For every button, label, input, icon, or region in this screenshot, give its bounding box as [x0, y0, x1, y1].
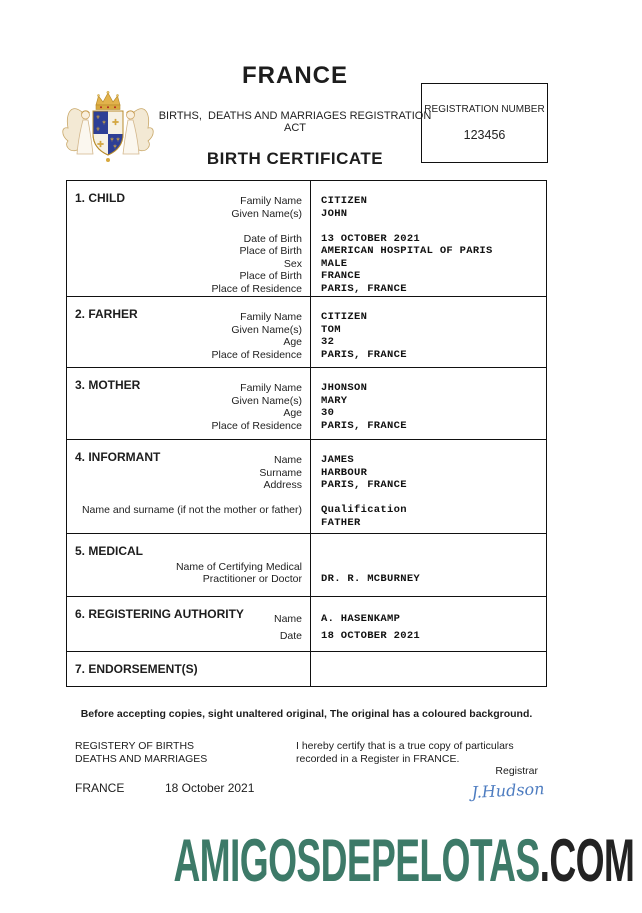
section-value-cell [311, 297, 546, 367]
registration-number-box [421, 83, 548, 163]
section-value-cell [311, 597, 546, 651]
field-label [75, 220, 302, 233]
section-title: 2. FARHER [75, 307, 138, 321]
country-title: FRANCE [242, 62, 348, 89]
angel-left [63, 109, 93, 154]
field-label: Given Name(s) [231, 207, 302, 220]
field-value: MALE [321, 257, 348, 270]
field-label: Sex [283, 257, 302, 270]
field-label: Date [279, 630, 302, 642]
footer-country: FRANCE [75, 781, 125, 795]
certificate-section [67, 296, 546, 367]
registration-number-label: REGISTRATION NUMBER [424, 104, 545, 115]
field-label: Given Name(s) [231, 323, 302, 336]
section-label-cell [67, 368, 311, 439]
section-label-cell [67, 534, 311, 596]
field-value: FRANCE [321, 270, 361, 282]
section-value-cell [311, 181, 546, 296]
field-value: 13 OCTOBER 2021 [321, 232, 421, 245]
certify-statement: I hereby certify that is a true copy of particulars recorded in a Register in FRANCE. [296, 740, 514, 765]
field-label: Place of Residence [211, 282, 302, 295]
field-value: CITIZEN [321, 311, 368, 323]
field-value: PARIS, FRANCE [321, 348, 407, 361]
registration-number-value: 123456 [463, 128, 506, 142]
field-value: PARIS, FRANCE [321, 479, 407, 491]
field-value: A. HASENKAMP [321, 613, 401, 625]
section-label-cell [67, 652, 311, 686]
field-label: Practitioner or Doctor [202, 573, 302, 585]
registrar-label: Registrar [495, 765, 538, 777]
footer-date: 18 October 2021 [165, 781, 255, 795]
registry-line-1: REGISTERY OF BIRTHS [75, 740, 195, 752]
field-value: MARY [321, 394, 348, 407]
field-label: Name [273, 613, 302, 625]
field-value: PARIS, FRANCE [321, 282, 407, 295]
certificate-table [66, 180, 547, 687]
field-label: Place of Birth [239, 245, 302, 257]
field-label: Place of Residence [211, 419, 302, 432]
header [150, 62, 440, 169]
field-value: JAMES [321, 454, 355, 466]
document-title: BIRTH CERTIFICATE [206, 149, 384, 168]
field-value [321, 492, 540, 505]
field-value [321, 561, 540, 574]
field-value: Qualification [321, 504, 407, 516]
certificate-section [67, 651, 546, 686]
section-value-cell [311, 368, 546, 439]
field-label: Place of Birth [239, 270, 302, 282]
field-label: Age [283, 336, 302, 348]
france-coat-of-arms-icon [58, 84, 158, 176]
registry-block [75, 740, 207, 765]
watermark [173, 827, 634, 894]
section-title: 7. ENDORSEMENT(S) [75, 662, 198, 676]
certificate-section [67, 533, 546, 596]
field-value [321, 220, 540, 233]
field-value: 32 [321, 336, 335, 348]
registry-line-2: DEATHS AND MARRIAGES [75, 752, 208, 765]
copy-notice: Before accepting copies, sight unaltered original, The original has a coloured background. [80, 708, 533, 720]
field-label: Address [263, 479, 302, 491]
field-value: JOHN [321, 207, 348, 220]
certificate-section [67, 181, 546, 296]
section-title: 4. INFORMANT [75, 450, 161, 464]
section-label-cell [67, 181, 311, 296]
field-label: Surname [259, 466, 302, 479]
field-value [321, 548, 540, 561]
section-value-cell [311, 652, 546, 686]
field-value: 30 [321, 407, 335, 419]
registrar-signature: J.Hudson [471, 779, 545, 802]
field-label [75, 492, 302, 505]
field-value: JHONSON [321, 382, 368, 394]
field-value: HARBOUR [321, 466, 368, 479]
shield [93, 111, 123, 157]
field-value: 18 OCTOBER 2021 [321, 630, 421, 642]
field-label: Place of Residence [211, 348, 302, 361]
field-label: Given Name(s) [231, 394, 302, 407]
field-value: AMERICAN HOSPITAL OF PARIS [321, 245, 493, 257]
field-value: DR. R. MCBURNEY [321, 573, 421, 585]
field-label: Family Name [240, 195, 302, 207]
section-label-cell [67, 440, 311, 533]
field-value: CITIZEN [321, 195, 368, 207]
watermark-tld: .COM [539, 827, 634, 894]
field-label [75, 517, 302, 530]
act-title: BIRTHS, DEATHS AND MARRIAGES REGISTRATION ACT [158, 110, 432, 134]
section-value-cell [311, 440, 546, 533]
watermark-name: AMIGOSDEPELOTAS [173, 827, 540, 894]
field-label: Name and surname (if not the mother or father) [81, 504, 302, 516]
certificate-section [67, 439, 546, 533]
section-label-cell [67, 597, 311, 651]
angel-right [123, 109, 153, 154]
crown [96, 91, 120, 109]
field-value: FATHER [321, 516, 361, 529]
section-label-cell [67, 297, 311, 367]
field-label: Age [283, 407, 302, 419]
section-title: 6. REGISTERING AUTHORITY [75, 607, 244, 621]
certificate-section [67, 367, 546, 439]
section-title: 5. MEDICAL [75, 544, 144, 558]
field-label: Date of Birth [243, 232, 302, 245]
field-value: TOM [321, 323, 341, 336]
field-label: Family Name [240, 382, 302, 394]
shield-base [106, 158, 110, 162]
field-label: Name [273, 454, 302, 466]
section-value-cell [311, 534, 546, 596]
field-label: Name of Certifying Medical [175, 560, 302, 573]
certificate-section [67, 596, 546, 651]
section-title: 1. CHILD [75, 191, 126, 205]
field-label: Family Name [240, 311, 302, 323]
section-title: 3. MOTHER [75, 378, 141, 392]
field-value: PARIS, FRANCE [321, 419, 407, 432]
